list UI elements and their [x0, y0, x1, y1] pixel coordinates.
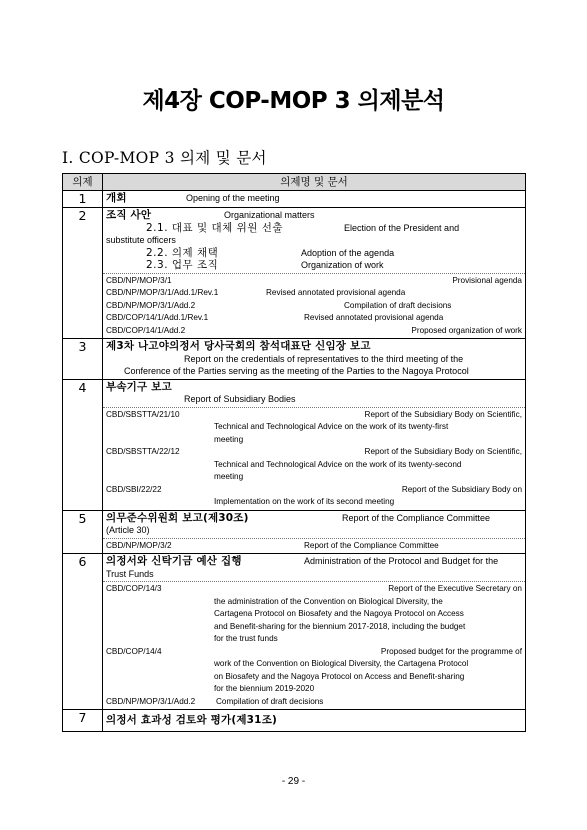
document-list: [103, 407, 525, 510]
document-code: CBD/COP/14/1/Add.1/Rev.1: [106, 313, 209, 322]
agenda-title-en: Report of Subsidiary Bodies: [184, 394, 296, 404]
document-title: Report of the Subsidiary Body on Scientific,: [364, 409, 522, 419]
table-row: [63, 554, 526, 710]
agenda-number: 3: [63, 339, 103, 380]
agenda-title-en: Report on the credentials of representatives to the third meeting of the: [184, 353, 464, 364]
agenda-title-en-continued: (Article 30): [106, 525, 150, 535]
document-title: Report of the Executive Secretary on: [388, 584, 522, 593]
document-code: CBD/NP/MOP/3/1/Add.1/Rev.1: [106, 288, 219, 297]
agenda-title-ko: 조직 사안: [106, 209, 152, 221]
document-entry: [106, 484, 522, 497]
agenda-title-en-continued: Conference of the Parties serving as the meeting of the Parties to the Nagoya Protocol: [124, 366, 469, 376]
document-title-continued: Cartagena Protocol on Biosafety and the Nagoya Protocol on Access: [214, 609, 464, 618]
document-title: Report of the Subsidiary Body on Scientific,: [364, 447, 522, 456]
document-title-continued: Technical and Technological Advice on the work of its twenty-second: [214, 459, 462, 469]
document-code: CBD/NP/MOP/3/1/Add.2: [106, 696, 196, 706]
table-header-row: [63, 174, 526, 191]
document-title-continued: Implementation on the work of its second meeting: [214, 497, 395, 506]
agenda-title-ko: 의정서 효과성 검토와 평가(제31조): [106, 713, 278, 726]
agenda-content: [103, 379, 526, 510]
document-entry: [106, 275, 522, 288]
document-code: CBD/NP/MOP/3/2: [106, 540, 172, 550]
document-list: [103, 538, 525, 554]
document-entry: [106, 646, 522, 659]
table-row: [63, 208, 526, 339]
document-title-continued: for the trust funds: [214, 634, 278, 643]
document-title: Provisional agenda: [452, 275, 522, 285]
document-list: [103, 581, 525, 709]
table-row: [63, 710, 526, 732]
document-title-continued: Technical and Technological Advice on the work of its twenty-first: [214, 422, 449, 431]
agenda-number: 4: [63, 379, 103, 510]
agenda-title-ko: 제3차 나고야의정서 당사국회의 참석대표단 신임장 보고: [106, 340, 371, 352]
agenda-number: 6: [63, 554, 103, 710]
subitem-ko: 2.3. 업무 조직: [146, 259, 219, 271]
document-title: Compilation of draft decisions: [216, 696, 324, 706]
document-title: Report of the Subsidiary Body on: [401, 484, 522, 494]
agenda-title-en: Report of the Compliance Committee: [342, 512, 491, 523]
document-title-continued: meeting: [214, 472, 244, 481]
document-title-continued: and Benefit-sharing for the biennium 2017-2018, including the budget: [214, 621, 466, 631]
agenda-content: [103, 191, 526, 208]
agenda-number: 2: [63, 208, 103, 339]
agenda-number: 1: [63, 191, 103, 208]
document-title: Report of the Compliance Committee: [304, 540, 439, 550]
subitem-en: Adoption of the agenda: [301, 247, 395, 258]
document-title: Revised annotated provisional agenda: [304, 313, 444, 322]
document-entry: [106, 583, 522, 596]
agenda-content: [103, 554, 526, 710]
document-title: Compilation of draft decisions: [344, 300, 452, 310]
table-row: [63, 510, 526, 554]
subitem-ko: 2.1. 대표 및 대체 위원 선출: [146, 221, 284, 234]
agenda-title-en-continued: Trust Funds: [106, 568, 154, 579]
agenda-content: [103, 710, 526, 732]
document-title: Proposed organization of work: [411, 325, 522, 335]
subitem-en: Election of the President and: [344, 222, 460, 233]
document-title-continued: meeting: [214, 434, 244, 444]
header-agenda-docs: 의제명 및 문서: [103, 174, 526, 191]
document-entry: [106, 409, 522, 422]
page-number: - 29 -: [281, 776, 306, 787]
table-row: [63, 379, 526, 510]
table-row: [63, 339, 526, 380]
document-title-continued: the administration of the Convention on Biological Diversity, the: [214, 596, 443, 606]
agenda-number: 5: [63, 510, 103, 554]
subitem-en: Organization of work: [301, 260, 384, 270]
agenda-table: [62, 173, 526, 732]
document-title-continued: work of the Convention on Biological Diversity, the Cartagena Protocol: [214, 659, 469, 668]
document-title: Proposed budget for the programme of: [380, 646, 522, 656]
document-code: CBD/NP/MOP/3/1/Add.2: [106, 300, 196, 310]
document-code: CBD/COP/14/1/Add.2: [106, 325, 186, 335]
agenda-content: [103, 510, 526, 554]
agenda-number: 7: [63, 710, 103, 732]
document-code: CBD/COP/14/3: [106, 584, 162, 593]
agenda-title-ko: 의무준수위원회 보고(제30조): [106, 511, 249, 524]
agenda-title-en: Administration of the Protocol and Budget for the: [304, 556, 499, 566]
agenda-title-en: Organizational matters: [224, 210, 315, 220]
section-heading: I. COP-MOP 3 의제 및 문서: [62, 149, 267, 167]
agenda-title-ko: 부속기구 보고: [106, 380, 172, 393]
document-code: CBD/SBI/22/22: [106, 484, 162, 494]
chapter-title: 제4장 COP-MOP 3 의제분석: [142, 88, 445, 114]
subitem-en-continued: substitute officers: [106, 235, 176, 245]
agenda-content: [103, 339, 526, 380]
document-list: [103, 273, 525, 339]
agenda-title-ko: 개회: [106, 192, 127, 204]
document-entry: [106, 287, 522, 300]
document-title-continued: on Biosafety and the Nagoya Protocol on Access and Benefit-sharing: [214, 671, 465, 681]
document-code: CBD/NP/MOP/3/1: [106, 275, 172, 285]
document-entry: [106, 696, 522, 709]
table-row: [63, 191, 526, 208]
document-code: CBD/SBSTTA/22/12: [106, 447, 180, 456]
agenda-title-en: Opening of the meeting: [186, 193, 280, 203]
document-code: CBD/SBSTTA/21/10: [106, 409, 180, 419]
document-entry: [106, 312, 522, 325]
document-entry: [106, 446, 522, 459]
agenda-content: [103, 208, 526, 339]
document-entry: [106, 540, 522, 553]
document-title-continued: for the biennium 2019-2020: [214, 684, 315, 693]
document-title: Revised annotated provisional agenda: [266, 288, 406, 297]
document-entry: [106, 300, 522, 313]
document-code: CBD/COP/14/4: [106, 646, 162, 656]
subitem-ko: 2.2. 의제 채택: [146, 246, 219, 259]
agenda-title-ko: 의정서와 신탁기금 예산 집행: [106, 555, 242, 567]
header-agenda-number: 의제: [63, 174, 103, 191]
document-entry: [106, 325, 522, 338]
